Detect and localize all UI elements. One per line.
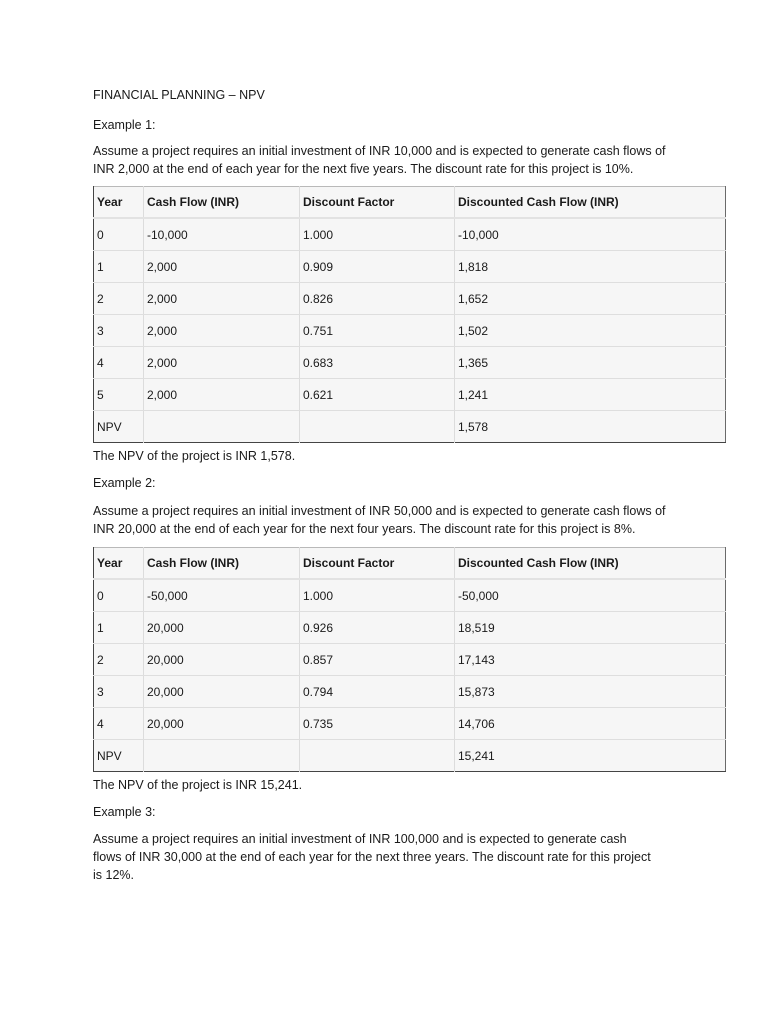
discount-factor-cell: 1.000 <box>300 218 455 251</box>
column-header: Year <box>94 187 144 219</box>
table-row <box>94 379 726 411</box>
discount-factor-cell: 1.000 <box>300 579 455 612</box>
example-1-description: Assume a project requires an initial investment of INR 10,000 and is expected to generate cash flows of INR 2,000 at the end of each year for the next five years. The discount rate for this project is 10%. <box>93 144 666 176</box>
discounted-cash-flow-cell: 17,143 <box>455 644 726 676</box>
discount-factor-cell <box>300 411 455 443</box>
discount-factor-cell: 0.735 <box>300 708 455 740</box>
column-header: Discount Factor <box>300 187 455 219</box>
cash-flow-cell <box>144 740 300 772</box>
discount-factor-cell: 0.826 <box>300 283 455 315</box>
discount-factor-cell: 0.751 <box>300 315 455 347</box>
example-3-description: Assume a project requires an initial investment of INR 100,000 and is expected to generate cash flows of INR 30,000 at the end of each year for the next three years. The discount rate for this project is 12%. <box>93 832 651 882</box>
cash-flow-cell: 20,000 <box>144 708 300 740</box>
table-row <box>94 676 726 708</box>
example-2-table <box>93 547 726 772</box>
discounted-cash-flow-cell: 1,818 <box>455 251 726 283</box>
column-header: Cash Flow (INR) <box>144 187 300 219</box>
npv-label-cell: NPV <box>94 411 144 443</box>
year-cell: 0 <box>94 218 144 251</box>
table-header-row <box>94 548 726 580</box>
table-row <box>94 218 726 251</box>
column-header: Cash Flow (INR) <box>144 548 300 580</box>
discount-factor-cell: 0.683 <box>300 347 455 379</box>
column-header: Discounted Cash Flow (INR) <box>455 187 726 219</box>
discount-factor-cell: 0.857 <box>300 644 455 676</box>
year-cell: 4 <box>94 708 144 740</box>
npv-label-cell: NPV <box>94 740 144 772</box>
discount-factor-cell: 0.794 <box>300 676 455 708</box>
cash-flow-cell: 2,000 <box>144 379 300 411</box>
discounted-cash-flow-cell: -10,000 <box>455 218 726 251</box>
discounted-cash-flow-cell: -50,000 <box>455 579 726 612</box>
column-header: Discount Factor <box>300 548 455 580</box>
example-1-table <box>93 186 726 443</box>
example-2-heading: Example 2: <box>93 476 156 490</box>
table-row <box>94 315 726 347</box>
example-2-description: Assume a project requires an initial investment of INR 50,000 and is expected to generate cash flows of INR 20,000 at the end of each year for the next four years. The discount rate for this project is 8%. <box>93 504 666 536</box>
example-1-heading: Example 1: <box>93 118 156 132</box>
discounted-cash-flow-cell: 14,706 <box>455 708 726 740</box>
year-cell: 5 <box>94 379 144 411</box>
column-header: Year <box>94 548 144 580</box>
document-title: FINANCIAL PLANNING – NPV <box>93 88 265 102</box>
year-cell: 3 <box>94 676 144 708</box>
cash-flow-cell: 2,000 <box>144 315 300 347</box>
discounted-cash-flow-cell: 1,365 <box>455 347 726 379</box>
table-row <box>94 347 726 379</box>
column-header: Discounted Cash Flow (INR) <box>455 548 726 580</box>
discounted-cash-flow-cell: 1,502 <box>455 315 726 347</box>
table-row <box>94 644 726 676</box>
example-1-conclusion: The NPV of the project is INR 1,578. <box>93 449 296 463</box>
cash-flow-cell: 2,000 <box>144 251 300 283</box>
example-2-conclusion: The NPV of the project is INR 15,241. <box>93 778 303 792</box>
year-cell: 2 <box>94 644 144 676</box>
table-row <box>94 579 726 612</box>
npv-row <box>94 411 726 443</box>
table-row <box>94 251 726 283</box>
discount-factor-cell: 0.909 <box>300 251 455 283</box>
discount-factor-cell <box>300 740 455 772</box>
example-3-heading: Example 3: <box>93 805 156 819</box>
year-cell: 3 <box>94 315 144 347</box>
year-cell: 0 <box>94 579 144 612</box>
year-cell: 1 <box>94 612 144 644</box>
year-cell: 1 <box>94 251 144 283</box>
cash-flow-cell: 20,000 <box>144 644 300 676</box>
npv-value-cell: 1,578 <box>455 411 726 443</box>
discounted-cash-flow-cell: 1,241 <box>455 379 726 411</box>
cash-flow-cell <box>144 411 300 443</box>
table-row <box>94 612 726 644</box>
cash-flow-cell: 20,000 <box>144 612 300 644</box>
table-row <box>94 708 726 740</box>
discounted-cash-flow-cell: 15,873 <box>455 676 726 708</box>
cash-flow-cell: 2,000 <box>144 347 300 379</box>
cash-flow-cell: 20,000 <box>144 676 300 708</box>
npv-value-cell: 15,241 <box>455 740 726 772</box>
year-cell: 2 <box>94 283 144 315</box>
table-row <box>94 283 726 315</box>
discount-factor-cell: 0.926 <box>300 612 455 644</box>
cash-flow-cell: 2,000 <box>144 283 300 315</box>
cash-flow-cell: -10,000 <box>144 218 300 251</box>
discount-factor-cell: 0.621 <box>300 379 455 411</box>
discounted-cash-flow-cell: 1,652 <box>455 283 726 315</box>
table-header-row <box>94 187 726 219</box>
cash-flow-cell: -50,000 <box>144 579 300 612</box>
year-cell: 4 <box>94 347 144 379</box>
npv-row <box>94 740 726 772</box>
discounted-cash-flow-cell: 18,519 <box>455 612 726 644</box>
